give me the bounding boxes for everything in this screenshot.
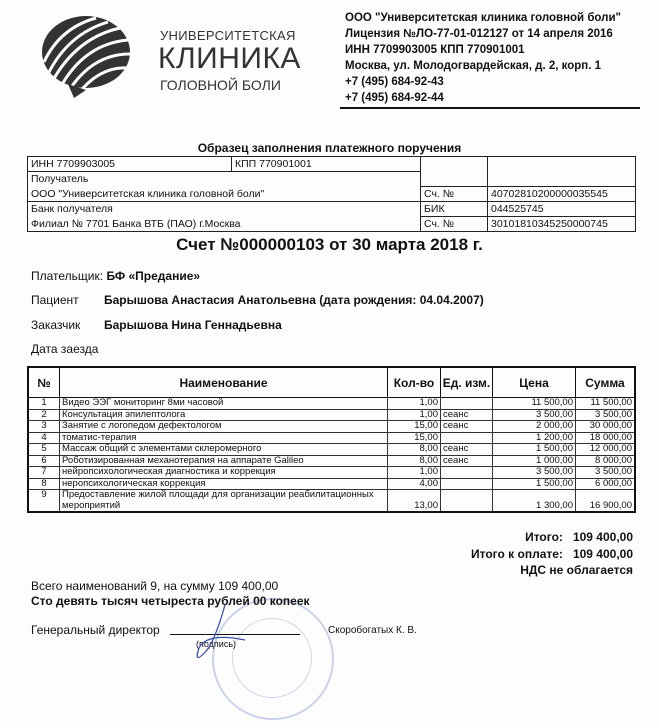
- item-sum: 30 000,00: [576, 421, 636, 433]
- patient-row: [31, 293, 484, 307]
- bank-name: Филиал № 7701 Банка ВТБ (ПАО) г.Москва: [28, 216, 421, 231]
- item-row: [28, 455, 635, 467]
- item-name: Видео ЭЭГ мониторинг 8ми часовой: [60, 398, 388, 410]
- item-unit: [441, 490, 493, 513]
- item-price: 11 500,00: [493, 398, 576, 410]
- item-price: 3 500,00: [493, 409, 576, 421]
- item-unit: [441, 432, 493, 444]
- signer-role: Генеральный директор: [31, 623, 160, 637]
- item-qty: 1,00: [388, 467, 441, 479]
- payer-value: БФ «Предание»: [106, 269, 201, 283]
- item-qty: 15,00: [388, 421, 441, 433]
- items-table: [27, 366, 636, 513]
- item-sum: 18 000,00: [576, 432, 636, 444]
- item-row: [28, 467, 635, 479]
- col-sum: Сумма: [576, 367, 636, 398]
- item-price: 1 500,00: [493, 444, 576, 456]
- kpp: КПП 770901001: [232, 157, 421, 172]
- item-sum: 16 900,00: [576, 490, 636, 513]
- item-number: 3: [28, 421, 60, 433]
- clinic-logo-icon: [38, 14, 133, 99]
- inn: ИНН 7709903005: [28, 157, 232, 172]
- item-sum: 3 500,00: [576, 409, 636, 421]
- item-unit: сеанс: [441, 455, 493, 467]
- bank-details-table: [27, 156, 636, 232]
- item-number: 5: [28, 444, 60, 456]
- col-name: Наименование: [60, 367, 388, 398]
- signature-hint: (подпись): [196, 639, 237, 649]
- vat-note: НДС не облагается: [520, 563, 633, 577]
- total-row: [525, 530, 633, 544]
- item-number: 8: [28, 478, 60, 490]
- item-unit: сеанс: [441, 409, 493, 421]
- handwritten-signature-icon: [185, 600, 255, 670]
- recipient: ООО "Университетская клиника головной боли": [28, 186, 421, 201]
- address: Москва, ул. Молодогвардейская, д. 2, корп. 1: [345, 60, 602, 72]
- patient-label: Пациент: [31, 293, 79, 307]
- company-name: ООО "Университетская клиника головной боли": [345, 12, 621, 24]
- item-qty: 15,00: [388, 432, 441, 444]
- account-label: Сч. №: [421, 186, 488, 201]
- items-header-row: [28, 367, 635, 398]
- item-qty: 4,00: [388, 478, 441, 490]
- sample-title: Образец заполнения платежного поручения: [197, 141, 462, 155]
- item-number: 7: [28, 467, 60, 479]
- item-sum: 8 000,00: [576, 455, 636, 467]
- item-price: 1 300,00: [493, 490, 576, 513]
- item-row: [28, 444, 635, 456]
- payer-label: Плательщик:: [31, 269, 104, 283]
- logo-text-line2: КЛИНИКА: [158, 42, 301, 75]
- item-name: Предоставление жилой площади для организации реабилитационных мероприятий: [60, 490, 388, 513]
- item-qty: 8,00: [388, 455, 441, 467]
- customer-row: [31, 318, 282, 332]
- pay-value: 109 400,00: [572, 547, 633, 561]
- item-qty: 1,00: [388, 398, 441, 410]
- license: Лицензия №ЛО-77-01-012127 от 14 апреля 2016: [345, 28, 613, 40]
- item-row: [28, 478, 635, 490]
- total-value: 109 400,00: [572, 530, 633, 544]
- col-unit: Ед. изм.: [441, 367, 493, 398]
- item-sum: 6 000,00: [576, 478, 636, 490]
- item-row: [28, 421, 635, 433]
- signer-name: Скоробогатых К. В.: [328, 625, 417, 636]
- item-sum: 12 000,00: [576, 444, 636, 456]
- item-unit: сеанс: [441, 444, 493, 456]
- logo-text-line1: УНИВЕРСИТЕТСКАЯ: [160, 28, 296, 43]
- item-name: Массаж общий с элементами склеромерного: [60, 444, 388, 456]
- item-name: нейропсихологическая диагностика и коррекция: [60, 467, 388, 479]
- item-price: 1 500,00: [493, 478, 576, 490]
- logo-text-line3: ГОЛОВНОЙ БОЛИ: [160, 77, 281, 93]
- item-price: 1 200,00: [493, 432, 576, 444]
- corr-account: 30101810345250000745: [488, 216, 636, 231]
- corr-account-label: Сч. №: [421, 216, 488, 231]
- summary: Всего наименований 9, на сумму 109 400,00: [31, 579, 279, 593]
- item-number: 4: [28, 432, 60, 444]
- col-number: №: [28, 367, 60, 398]
- item-number: 2: [28, 409, 60, 421]
- item-row: [28, 398, 635, 410]
- pay-label: Итого к оплате:: [470, 547, 563, 561]
- item-row: [28, 409, 635, 421]
- patient-value: Барышова Анастасия Анатольевна (дата рождения: 04.04.2007): [104, 293, 484, 307]
- phone-1: +7 (495) 684-92-43: [345, 76, 444, 88]
- col-price: Цена: [493, 367, 576, 398]
- arrival-date-label: Дата заезда: [31, 342, 99, 356]
- item-number: 1: [28, 398, 60, 410]
- item-price: 2 000,00: [493, 421, 576, 433]
- item-row: [28, 432, 635, 444]
- item-price: 3 500,00: [493, 467, 576, 479]
- item-qty: 13,00: [388, 490, 441, 513]
- customer-value: Барышова Нина Геннадьевна: [104, 318, 282, 332]
- total-label: Итого:: [525, 530, 563, 544]
- item-unit: [441, 478, 493, 490]
- item-name: неропсихологическая коррекция: [60, 478, 388, 490]
- invoice-title: Счет №000000103 от 30 марта 2018 г.: [176, 235, 483, 254]
- item-number: 6: [28, 455, 60, 467]
- item-qty: 8,00: [388, 444, 441, 456]
- item-unit: сеанс: [441, 421, 493, 433]
- bank-label: Банк получателя: [28, 201, 421, 216]
- amount-in-words: Сто девять тысяч четыреста рублей 00 копеек: [31, 594, 310, 608]
- bik-label: БИК: [421, 201, 488, 216]
- item-sum: 11 500,00: [576, 398, 636, 410]
- phone-2: +7 (495) 684-92-44: [345, 92, 444, 104]
- item-sum: 3 500,00: [576, 467, 636, 479]
- item-name: Занятие с логопедом дефектологом: [60, 421, 388, 433]
- item-row: [28, 490, 635, 513]
- item-qty: 1,00: [388, 409, 441, 421]
- header-divider: [340, 107, 640, 109]
- item-price: 1 000,00: [493, 455, 576, 467]
- item-name: Консультация эпилептолога: [60, 409, 388, 421]
- item-number: 9: [28, 490, 60, 513]
- pay-row: [471, 547, 633, 561]
- item-unit: [441, 398, 493, 410]
- recipient-label: Получатель: [28, 172, 421, 187]
- item-unit: [441, 467, 493, 479]
- bik: 044525745: [488, 201, 636, 216]
- col-qty: Кол-во: [388, 367, 441, 398]
- inn-kpp: ИНН 7709903005 КПП 770901001: [345, 44, 525, 56]
- account: 40702810200000035545: [488, 186, 636, 201]
- payer-row: [31, 269, 200, 283]
- customer-label: Заказчик: [31, 318, 81, 332]
- item-name: томатис-терапия: [60, 432, 388, 444]
- item-name: Роботизированная механотерапия на аппарате Galileo: [60, 455, 388, 467]
